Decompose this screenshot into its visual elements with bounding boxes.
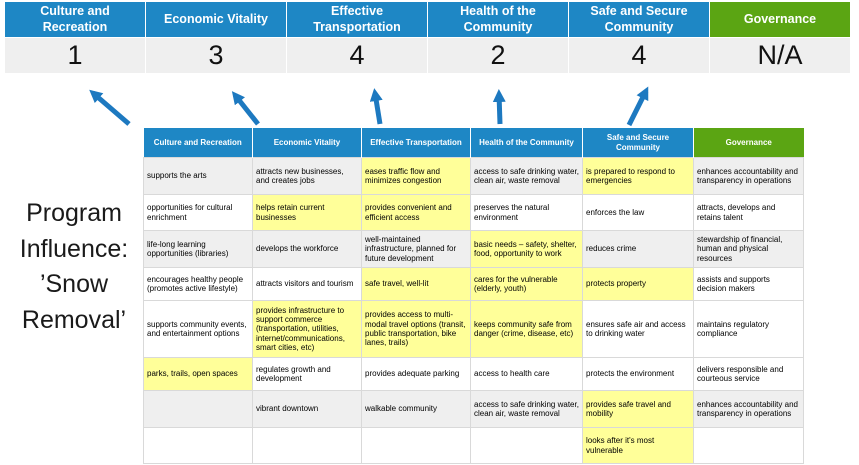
matrix-cell: cares for the vulnerable (elderly, youth) — [471, 268, 583, 301]
score-transportation: 4 — [287, 38, 427, 73]
matrix-cell: provides adequate parking — [362, 358, 471, 391]
score-safe: 4 — [569, 38, 709, 73]
matrix-cell: provides access to multi-modal travel options (transit, public transportation, bike lanes, trails) — [362, 301, 471, 358]
matrix-cell: attracts visitors and tourism — [253, 268, 362, 301]
matrix-cell: looks after it's most vulnerable — [583, 428, 694, 464]
matrix-cell: is prepared to respond to emergencies — [583, 158, 694, 195]
matrix-cell: protects property — [583, 268, 694, 301]
matrix-cell: assists and supports decision makers — [694, 268, 804, 301]
matrix-cell: vibrant downtown — [253, 391, 362, 428]
matrix-cell: supports the arts — [144, 158, 253, 195]
matrix-row — [144, 391, 804, 428]
matrix-cell: well-maintained infrastructure, planned for future development — [362, 231, 471, 268]
matrix-cell: life-long learning opportunities (libraries) — [144, 231, 253, 268]
matrix-cell — [253, 428, 362, 464]
score-governance: N/A — [710, 38, 850, 73]
matrix-cell: attracts new businesses, and creates jobs — [253, 158, 362, 195]
scoreboard — [5, 2, 850, 73]
matrix-cell: basic needs – safety, shelter, food, opportunity to work — [471, 231, 583, 268]
matrix-cell: preserves the natural environment — [471, 195, 583, 231]
program-influence-line1: Program Influence: — [19, 199, 129, 263]
arrow-icon-3 — [375, 93, 380, 124]
matrix-cell: provides safe travel and mobility — [583, 391, 694, 428]
arrow-icon-4 — [499, 94, 500, 124]
matrix-cell: provides convenient and efficient access — [362, 195, 471, 231]
matrix-cell: keeps community safe from danger (crime, disease, etc) — [471, 301, 583, 358]
matrix-cell: enhances accountability and transparency in operations — [694, 158, 804, 195]
matrix-cell: access to safe drinking water, clean air, waste removal — [471, 158, 583, 195]
matrix-cell: reduces crime — [583, 231, 694, 268]
matrix-cell: encourages healthy people (promotes active lifestyle) — [144, 268, 253, 301]
matrix-row — [144, 428, 804, 464]
score-economic: 3 — [146, 38, 286, 73]
matrix-cell: walkable community — [362, 391, 471, 428]
influence-arrows — [0, 80, 700, 132]
matrix-header-row — [144, 128, 804, 158]
matrix-header-governance: Governance — [694, 128, 804, 158]
scoreboard-header-health: Health of the Community — [428, 2, 568, 37]
matrix-header-economic: Economic Vitality — [253, 128, 362, 158]
score-culture: 1 — [5, 38, 145, 73]
matrix-cell: safe travel, well-lit — [362, 268, 471, 301]
matrix-cell: enhances accountability and transparency in operations — [694, 391, 804, 428]
matrix-cell — [471, 428, 583, 464]
arrow-icon-1 — [93, 93, 129, 124]
matrix-header-transportation: Effective Transportation — [362, 128, 471, 158]
scoreboard-header-safe: Safe and Secure Community — [569, 2, 709, 37]
matrix-cell: regulates growth and development — [253, 358, 362, 391]
matrix-cell: develops the workforce — [253, 231, 362, 268]
matrix-header-culture: Culture and Recreation — [144, 128, 253, 158]
score-health: 2 — [428, 38, 568, 73]
program-influence-line2: ’Snow Removal’ — [21, 270, 127, 334]
matrix-header-safe: Safe and Secure Community — [583, 128, 694, 158]
matrix-cell: ensures safe air and access to drinking water — [583, 301, 694, 358]
matrix-cell: opportunities for cultural enrichment — [144, 195, 253, 231]
matrix-cell: helps retain current businesses — [253, 195, 362, 231]
matrix-row — [144, 301, 804, 358]
matrix-cell — [694, 428, 804, 464]
matrix-cell: access to safe drinking water, clean air, waste removal — [471, 391, 583, 428]
matrix-cell — [144, 428, 253, 464]
scoreboard-header-economic: Economic Vitality — [146, 2, 286, 37]
matrix-cell: stewardship of financial, human and physical resources — [694, 231, 804, 268]
matrix-cell: parks, trails, open spaces — [144, 358, 253, 391]
matrix-cell — [362, 428, 471, 464]
scoreboard-header-governance: Governance — [710, 2, 850, 37]
arrow-icon-2 — [235, 95, 258, 124]
matrix-cell: enforces the law — [583, 195, 694, 231]
matrix-header-health: Health of the Community — [471, 128, 583, 158]
matrix-row — [144, 231, 804, 268]
matrix-cell: provides infrastructure to support commerce (transportation, utilities, internet/communications, smart cities, etc) — [253, 301, 362, 358]
scoreboard-header-transportation: Effective Transportation — [287, 2, 427, 37]
matrix-cell: delivers responsible and courteous service — [694, 358, 804, 391]
matrix-cell: eases traffic flow and minimizes congestion — [362, 158, 471, 195]
arrow-icon-5 — [629, 91, 646, 125]
scoreboard-header-culture: Culture and Recreation — [5, 2, 145, 37]
matrix-cell — [144, 391, 253, 428]
matrix-cell: attracts, develops and retains talent — [694, 195, 804, 231]
influence-matrix — [143, 128, 804, 464]
matrix-row — [144, 158, 804, 195]
program-influence-title — [0, 196, 148, 338]
matrix-cell: access to health care — [471, 358, 583, 391]
matrix-cell: protects the environment — [583, 358, 694, 391]
matrix-row — [144, 268, 804, 301]
matrix-row — [144, 358, 804, 391]
matrix-cell: supports community events, and entertainment options — [144, 301, 253, 358]
matrix-row — [144, 195, 804, 231]
matrix-cell: maintains regulatory compliance — [694, 301, 804, 358]
